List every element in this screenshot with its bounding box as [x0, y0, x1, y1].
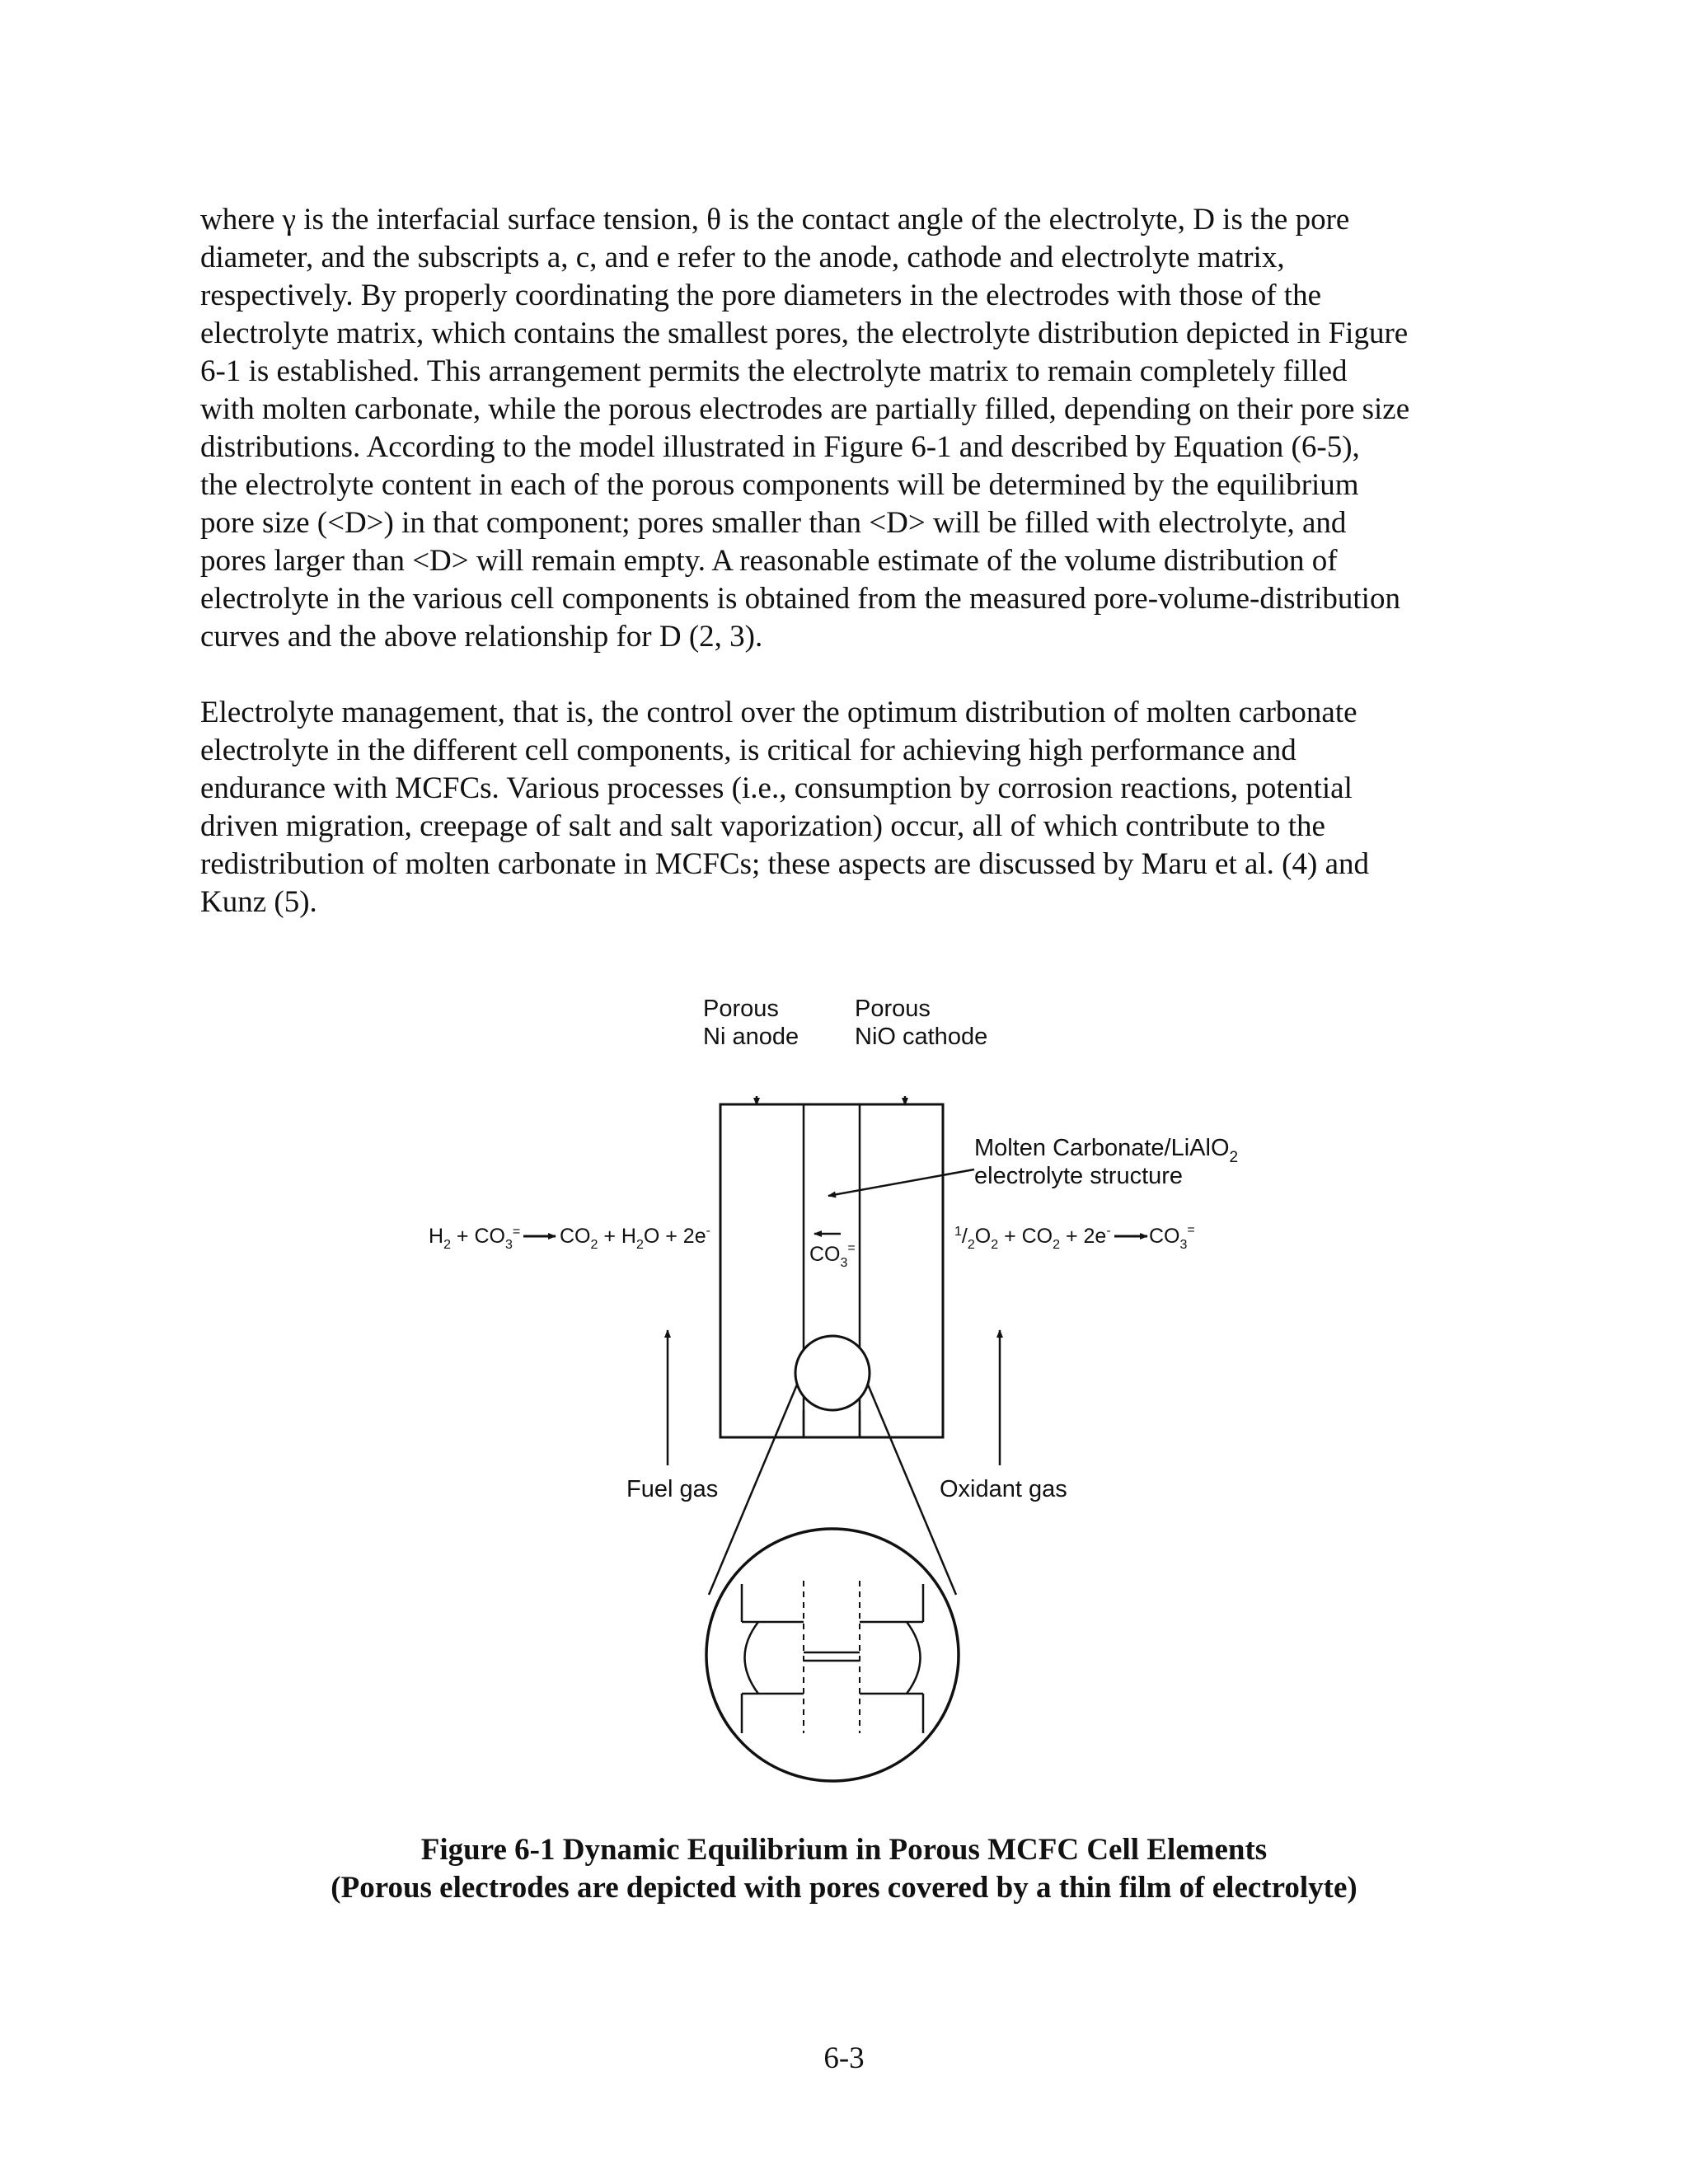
- figure-caption-title: Figure 6-1 Dynamic Equilibrium in Porous MCFC Cell Elements: [420, 1833, 1268, 1867]
- fuel-gas-label: Fuel gas: [626, 1476, 719, 1502]
- svg-text:CO3=: $CO_3^=$: [1149, 1223, 1195, 1252]
- page-number: 6-3: [823, 2041, 865, 2075]
- magnified-region-circle: [795, 1336, 870, 1410]
- svg-text:H2 + CO3=: $H_2 + CO_3^=$: [429, 1225, 521, 1252]
- anode-reaction: [429, 1224, 710, 1252]
- figure-caption-subtitle: (Porous electrodes are depicted with pores covered by a thin film of electrolyte): [331, 1871, 1357, 1905]
- cathode-label-line2: NiO cathode: [855, 1024, 988, 1050]
- electrolyte-label-line2: electrolyte structure: [974, 1163, 1184, 1189]
- body-paragraph-1: where γ is the interfacial surface tension, θ is the contact angle of the electrolyte, D is the pore diameter, and the subscripts a, c, and e refer to the anode, cathode and electrolyte matrix, respectively. By properly coordinating the pore diameters in the electrodes with those of the electrolyte matrix, which contains the smallest pores, the electrolyte distribution depicted in Figure 6-1 is established. This arrangement permits the electrolyte matrix to remain completely filled with molten carbonate, while the porous electrodes are partially filled, depending on their pore size distributions. According to the model illustrated in Figure 6-1 and described by Equation (6-5), the electrolyte content in each of the porous components will be determined by the equilibrium pore size (<D>) in that component; pores smaller than <D> will be filled with electrolyte, and pores larger than <D> will remain empty. A reasonable estimate of the volume distribution of electrolyte in the various cell components is obtained from the measured pore-volume-distribution curves and the above relationship for D (2, 3).: [200, 203, 1410, 654]
- ion-label: $CO_3^=$: [809, 1241, 856, 1270]
- svg-text:1/2O2 + CO2 + 2e-: $^1/_2O_2 + CO_2 + 2e^-$: [954, 1224, 1111, 1252]
- svg-text:CO2 + H2O + 2e-: $CO_2 + H_2O + 2e^-$: [560, 1224, 710, 1252]
- anode-label-line1: Porous: [703, 996, 779, 1022]
- electrolyte-label-line1: Molten Carbonate/LiAlO$_2$: [974, 1135, 1239, 1166]
- electrolyte-pointer-arrow: [828, 1169, 974, 1196]
- anode-label-line2: Ni anode: [703, 1024, 799, 1050]
- cathode-reaction: [954, 1223, 1195, 1252]
- oxidant-gas-label: Oxidant gas: [940, 1476, 1067, 1502]
- cathode-label-line1: Porous: [855, 996, 931, 1022]
- body-paragraph-2: Electrolyte management, that is, the control over the optimum distribution of molten carbonate electrolyte in the different cell components, is critical for achieving high performance and endurance with MCFCs. Various processes (i.e., consumption by corrosion reactions, potential driven migration, creepage of salt and salt vaporization) occur, all of which contribute to the redistribution of molten carbonate in MCFCs; these aspects are discussed by Maru et al. (4) and Kunz (5).: [200, 696, 1369, 919]
